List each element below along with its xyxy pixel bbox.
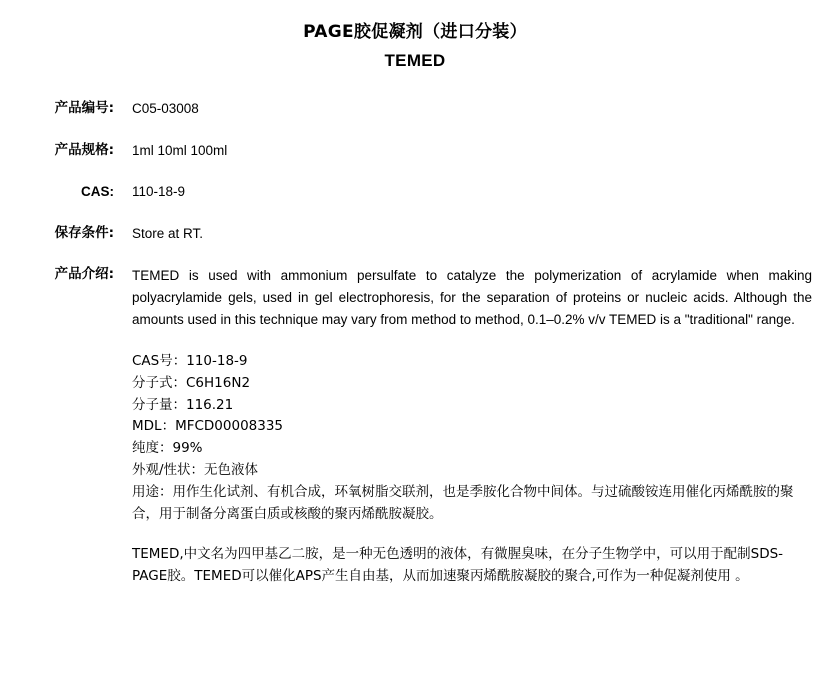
property-line-cas: CAS号：110-18-9 xyxy=(132,352,248,369)
field-value-product-code: C05-03008 xyxy=(132,101,199,116)
page-title xyxy=(18,20,812,73)
description-usage-paragraph: 用途：用作生化试剂、有机合成，环氧树脂交联剂，也是季胺化合物中间体。与过硫酸铵连用催化丙烯酰胺的聚合，用于制备分离蛋白质或核酸的聚丙烯酰胺凝胶。 xyxy=(132,483,794,522)
field-label-product-spec: 产品规格: xyxy=(54,141,114,158)
field-storage xyxy=(18,224,812,244)
description-body xyxy=(114,265,812,587)
description-spacer-2 xyxy=(132,526,812,544)
property-line-appearance: 外观/性状：无色液体 xyxy=(132,462,259,479)
property-line-mdl: MDL：MFCD00008335 xyxy=(132,418,284,435)
page-title-secondary: TEMED xyxy=(384,50,446,70)
field-label-product-code: 产品编号: xyxy=(54,100,114,116)
field-label-cas: CAS: xyxy=(81,184,114,200)
field-cas xyxy=(18,182,812,202)
description-english-paragraph: TEMED is used with ammonium persulfate to catalyze the polymerization of acrylamide when making polyacrylamide gels, used in gel electrophoresis, for the separation of proteins or nucleic acids. Although the amounts used in this technique may vary from method to method, 0.1–0.2% v/v TEMED is a "traditional" range. xyxy=(132,268,812,327)
field-product-spec xyxy=(18,141,812,161)
field-value-storage: Store at RT. xyxy=(132,225,204,241)
field-value-cas: 110-18-9 xyxy=(132,184,186,200)
field-description xyxy=(18,265,812,587)
page-title-primary: PAGE胶促凝剂（进口分装） xyxy=(303,22,527,42)
field-label-description: 产品介绍: xyxy=(54,266,114,283)
property-line-formula: 分子式：C6H16N2 xyxy=(132,374,251,391)
field-product-code xyxy=(18,99,812,119)
property-line-molecular-weight: 分子量：116.21 xyxy=(132,396,234,413)
property-line-purity: 纯度：99% xyxy=(132,440,203,457)
field-label-storage: 保存条件: xyxy=(54,224,114,241)
description-final-paragraph: TEMED,中文名为四甲基乙二胺，是一种无色透明的液体，有微腥臭味，在分子生物学中，可以用于配制SDS-PAGE胶。TEMED可以催化APS产生自由基，从而加速聚丙烯酰胺凝胶的聚合,可作为一种促凝剂使用 。 xyxy=(132,545,784,584)
description-spacer-1 xyxy=(132,331,812,351)
field-value-product-spec: 1ml 10ml 100ml xyxy=(132,142,228,158)
